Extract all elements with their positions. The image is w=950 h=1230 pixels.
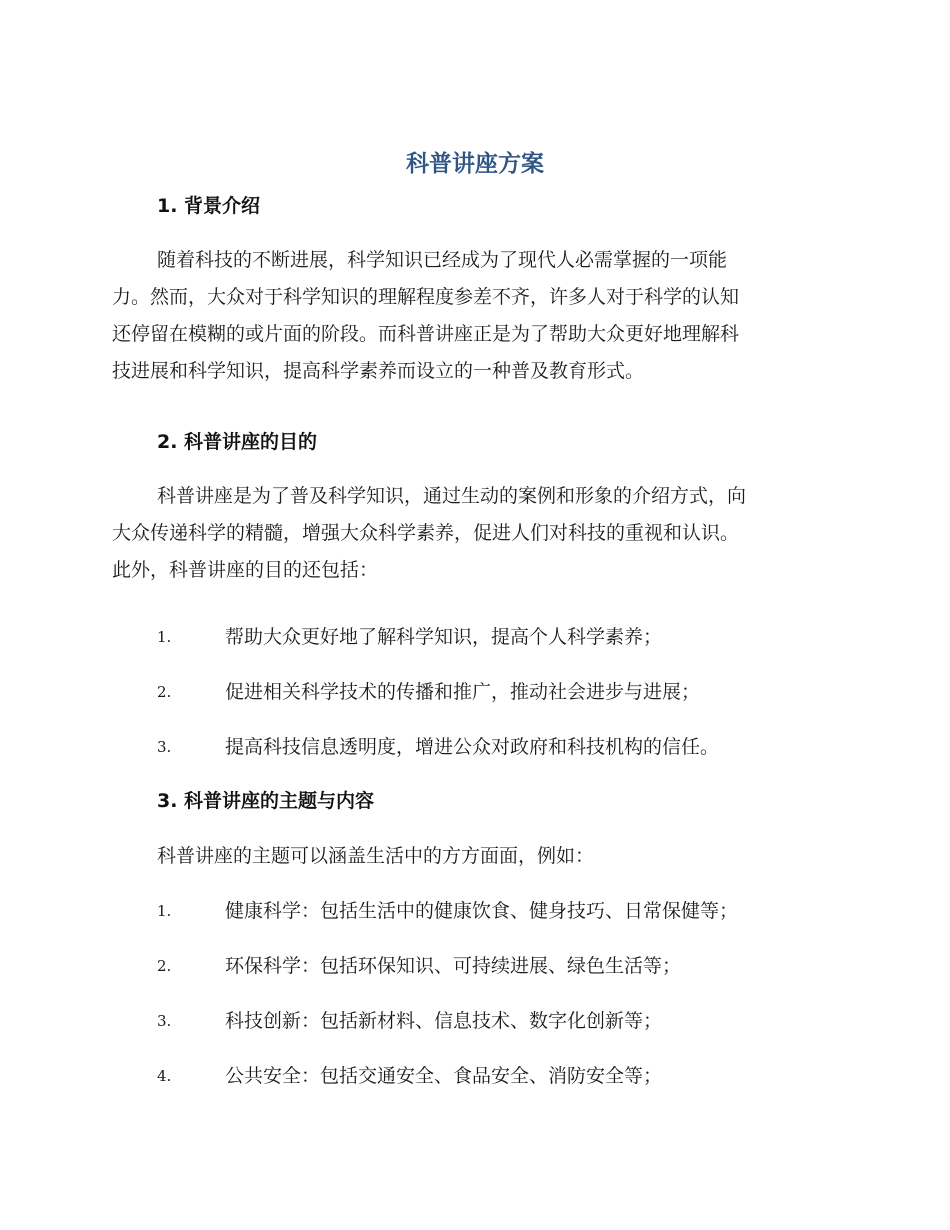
- paragraph-line: 大众传递科学的精髓，增强大众科学素养，促进人们对科技的重视和认识。: [112, 522, 740, 544]
- paragraph-line: 还停留在模糊的或片面的阶段。而科普讲座正是为了帮助大众更好地理解科: [112, 323, 740, 345]
- list-item-number: 1.: [157, 628, 172, 646]
- paragraph-line: 力。然而，大众对于科学知识的理解程度参差不齐，许多人对于科学的认知: [112, 286, 740, 308]
- section-paragraph-topics: [112, 838, 832, 875]
- paragraph-line: 随着科技的不断进展，科学知识已经成为了现代人必需掌握的一项能: [157, 249, 728, 271]
- list-item-text: 促进相关科学技术的传播和推广，推动社会进步与进展；: [225, 681, 701, 703]
- paragraph-line: 此外，科普讲座的目的还包括：: [112, 559, 379, 581]
- section-heading-topics: 3. 科普讲座的主题与内容: [157, 790, 375, 812]
- list-item-number: 3.: [157, 1012, 172, 1030]
- list-item-text: 科技创新：包括新材料、信息技术、数字化创新等；: [225, 1010, 663, 1032]
- document-title: 科普讲座方案: [406, 151, 544, 177]
- list-item-number: 3.: [157, 738, 172, 756]
- section-heading-background: 1. 背景介绍: [157, 195, 261, 217]
- list-item-number: 4.: [157, 1067, 172, 1085]
- list-item-text: 公共安全：包括交通安全、食品安全、消防安全等；: [225, 1065, 663, 1087]
- section-paragraph-purpose: [112, 478, 832, 589]
- list-item-text: 健康科学：包括生活中的健康饮食、健身技巧、日常保健等；: [225, 900, 739, 922]
- list-item-text: 提高科技信息透明度，增进公众对政府和科技机构的信任。: [225, 736, 720, 758]
- list-item-text: 环保科学：包括环保知识、可持续进展、绿色生活等；: [225, 955, 682, 977]
- list-item-number: 2.: [157, 957, 172, 975]
- paragraph-line: 科普讲座是为了普及科学知识，通过生动的案例和形象的介绍方式，向: [157, 485, 747, 507]
- section-paragraph-background: [112, 242, 832, 390]
- paragraph-line: 技进展和科学知识，提高科学素养而设立的一种普及教育形式。: [112, 360, 645, 382]
- section-heading-purpose: 2. 科普讲座的目的: [157, 431, 318, 453]
- list-item-number: 1.: [157, 902, 172, 920]
- list-item-text: 帮助大众更好地了解科学知识，提高个人科学素养；: [225, 626, 663, 648]
- paragraph-line: 科普讲座的主题可以涵盖生活中的方方面面，例如：: [157, 845, 595, 867]
- list-item-number: 2.: [157, 683, 172, 701]
